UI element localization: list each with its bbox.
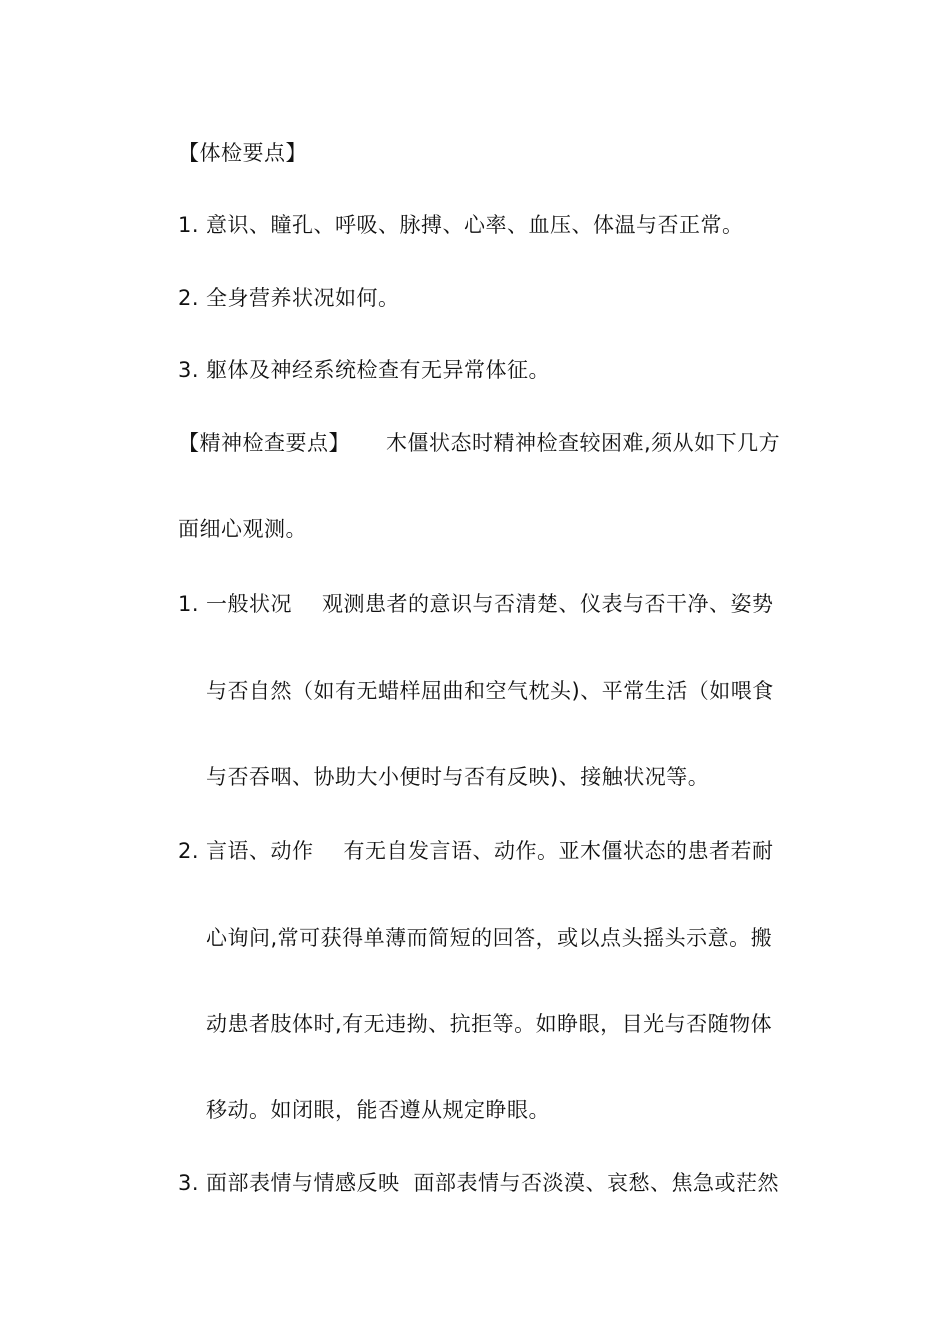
mental-exam-intro-continued: [178, 514, 307, 544]
item-number: 1.: [178, 592, 200, 616]
physical-exam-heading: [178, 138, 307, 168]
item-number: 3.: [178, 358, 200, 382]
item-continuation: [206, 676, 774, 706]
item-text: 意识、瞳孔、呼吸、脉搏、心率、血压、体温与否正常。: [206, 213, 744, 237]
item-number: 2.: [178, 286, 200, 310]
item-text: 有无自发言语、动作。亚木僵状态的患者若耐: [343, 839, 774, 863]
item-number: 3.: [178, 1171, 200, 1195]
item-text: 移动。如闭眼，能否遵从规定睁眼。: [206, 1098, 550, 1122]
item-continuation: [206, 762, 709, 792]
intro-text: 面细心观测。: [178, 517, 307, 541]
item-title: 言语、动作: [206, 839, 314, 863]
heading-text: 【体检要点】: [178, 141, 307, 165]
mental-exam-intro: 木僵状态时精神检查较困难,须从如下几方: [386, 431, 781, 455]
item-text: 动患者肢体时,有无违拗、抗拒等。如睁眼，目光与否随物体: [206, 1012, 773, 1036]
mental-exam-heading: 【精神检查要点】: [178, 431, 350, 455]
physical-exam-item: [178, 283, 400, 313]
mental-exam-item-3: [178, 1168, 779, 1198]
physical-exam-item: [178, 210, 744, 240]
item-text: 观测患者的意识与否清楚、仪表与否干净、姿势: [322, 592, 774, 616]
item-text: 面部表情与否淡漠、哀愁、焦急或茫然: [413, 1171, 779, 1195]
item-text: 心询问,常可获得单薄而简短的回答，或以点头摇头示意。搬: [206, 926, 773, 950]
item-title: 面部表情与情感反映: [206, 1171, 400, 1195]
mental-exam-item-1: [178, 589, 774, 619]
item-number: 2.: [178, 839, 200, 863]
physical-exam-item: [178, 355, 550, 385]
item-continuation: [206, 923, 772, 953]
mental-exam-heading-line: [178, 428, 780, 458]
item-title: 一般状况: [206, 592, 292, 616]
item-text: 全身营养状况如何。: [206, 286, 400, 310]
item-number: 1.: [178, 213, 200, 237]
mental-exam-item-2: [178, 836, 774, 866]
item-text: 躯体及神经系统检查有无异常体征。: [206, 358, 550, 382]
item-continuation: [206, 1095, 550, 1125]
item-text: 与否吞咽、协助大小便时与否有反映)、接触状况等。: [206, 765, 710, 789]
item-text: 与否自然（如有无蜡样屈曲和空气枕头)、平常生活（如喂食: [206, 679, 774, 703]
item-continuation: [206, 1009, 772, 1039]
